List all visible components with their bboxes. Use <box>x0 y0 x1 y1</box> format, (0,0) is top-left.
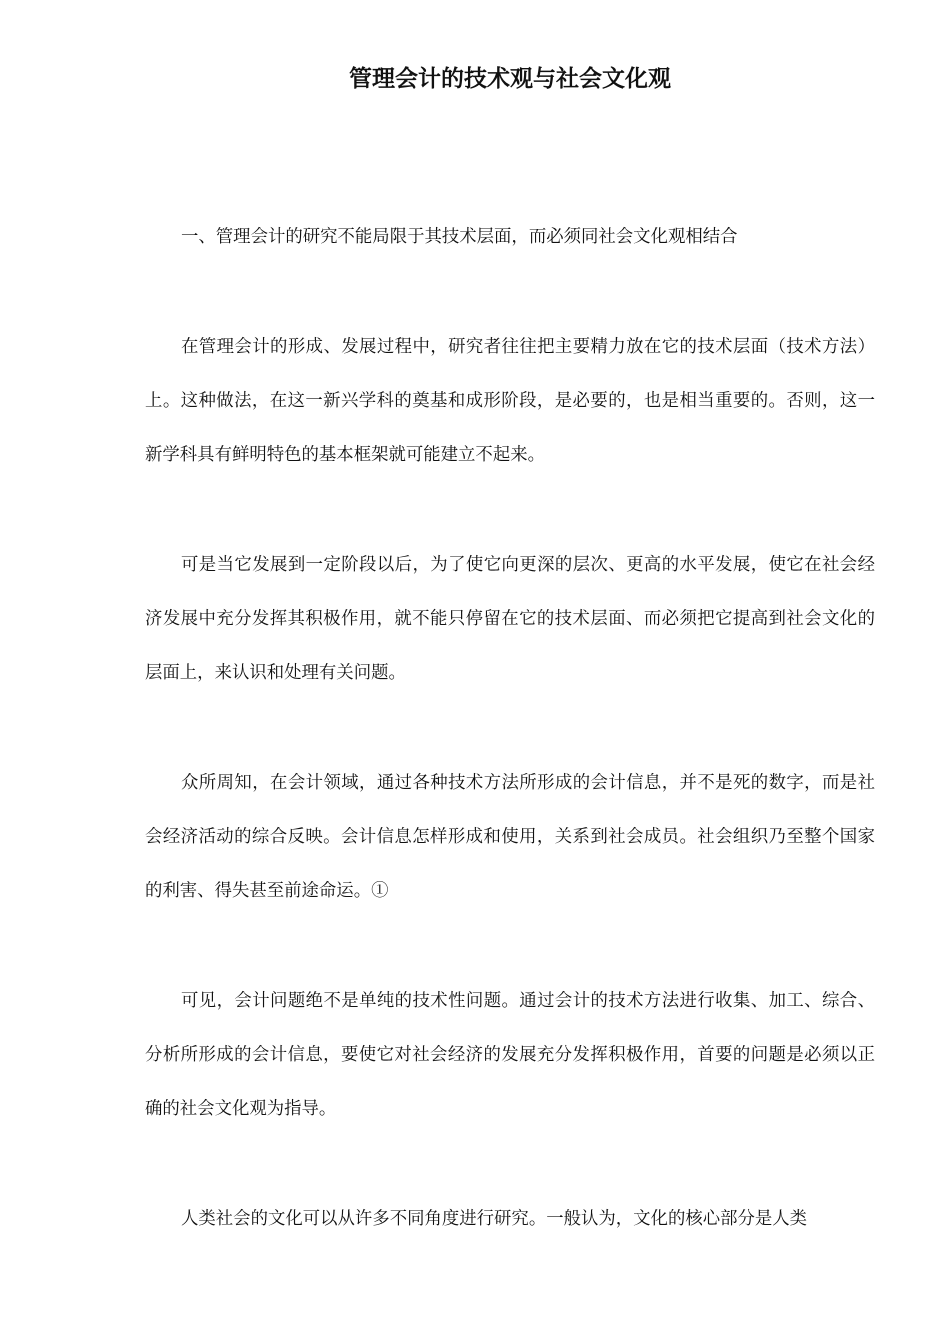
paragraph-4: 可见，会计问题绝不是单纯的技术性问题。通过会计的技术方法进行收集、加工、综合、分析所形成的会计信息，要使它对社会经济的发展充分发挥积极作用，首要的问题是必须以正确的社会文化观为指导。 <box>145 991 875 1119</box>
paragraph-1: 在管理会计的形成、发展过程中，研究者往往把主要精力放在它的技术层面（技术方法）上。这种做法，在这一新兴学科的奠基和成形阶段，是必要的，也是相当重要的。否则，这一新学科具有鲜明特色的基本框架就可能建立不起来。 <box>145 337 875 465</box>
document-title: 管理会计的技术观与社会文化观 <box>349 65 671 92</box>
paragraph-5: 人类社会的文化可以从许多不同角度进行研究。一般认为，文化的核心部分是人类 <box>181 1209 808 1229</box>
document-body <box>145 210 875 1302</box>
section-heading: 一、管理会计的研究不能局限于其技术层面，而必须同社会文化观相结合 <box>181 227 738 247</box>
paragraph-3: 众所周知，在会计领域，通过各种技术方法所形成的会计信息，并不是死的数字，而是社会经济活动的综合反映。会计信息怎样形成和使用，关系到社会成员。社会组织乃至整个国家的利害、得失甚至前途命运。① <box>145 773 875 901</box>
paragraph-2: 可是当它发展到一定阶段以后，为了使它向更深的层次、更高的水平发展，使它在社会经济发展中充分发挥其积极作用，就不能只停留在它的技术层面、而必须把它提高到社会文化的层面上，来认识和处理有关问题。 <box>145 555 875 683</box>
